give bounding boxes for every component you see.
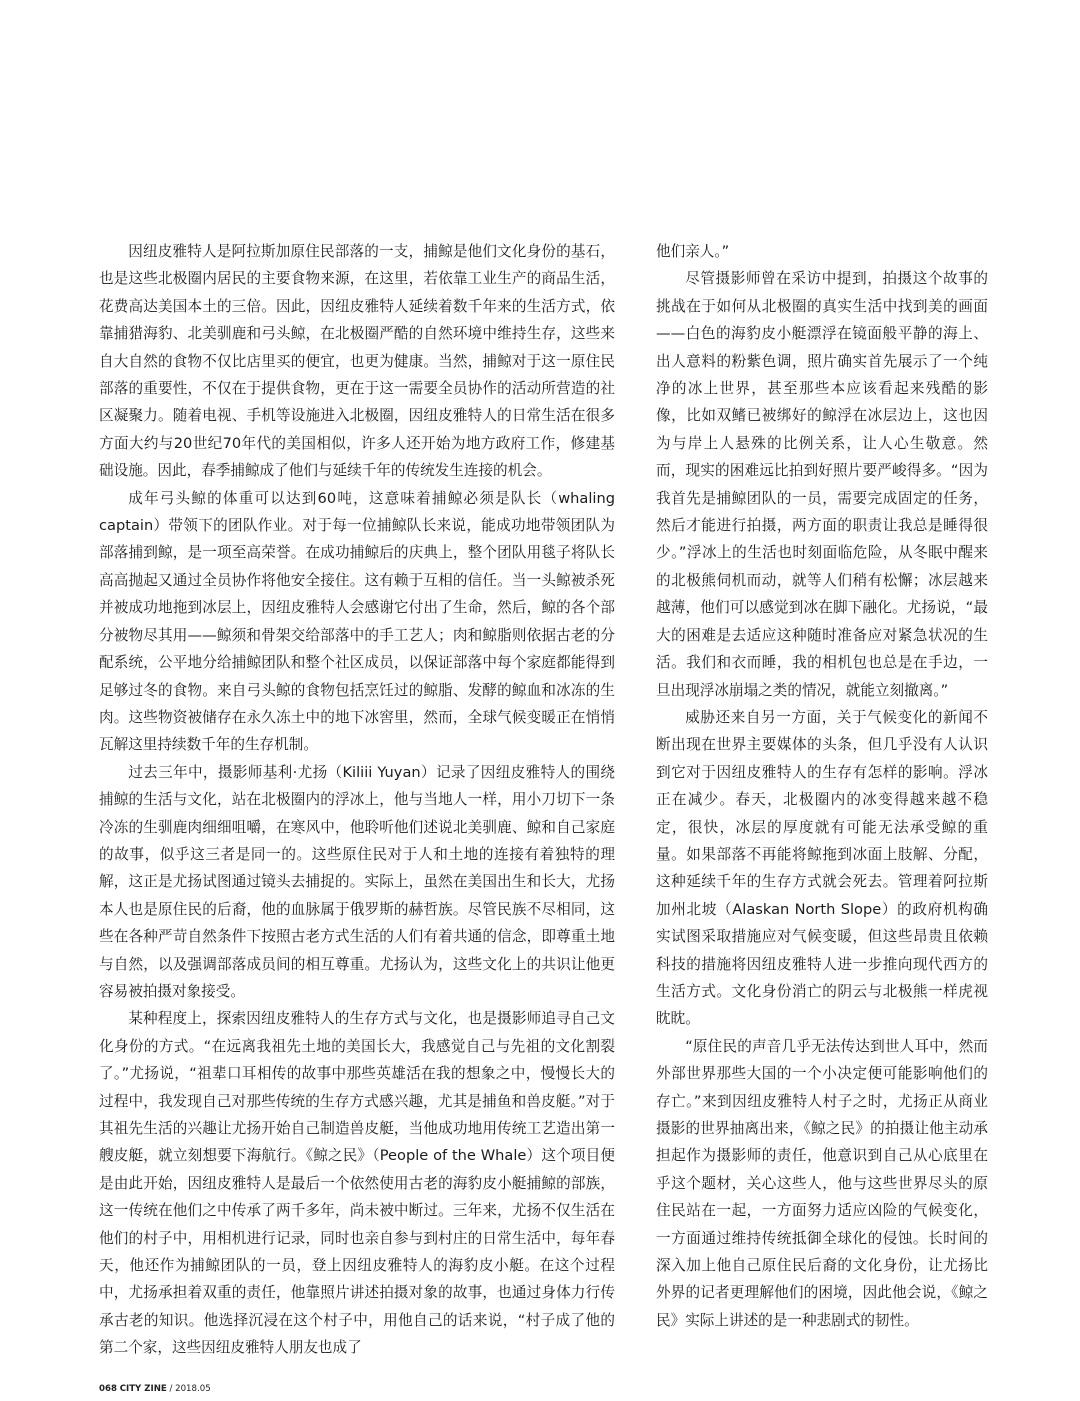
page-footer <box>99 1384 211 1394</box>
page-number: 068 <box>99 1384 117 1394</box>
paragraph: 尽管摄影师曾在采访中提到，拍摄这个故事的挑战在于如何从北极圈的真实生活中找到美的画面——白色的海豹皮小艇漂浮在镜面般平静的海上、出人意料的粉紫色调，照片确实首先展示了一个纯净的冰上世界，甚至那些本应该看起来残酷的影像，比如双鳍已被绑好的鲸浮在冰层边上，这也因为与岸上人悬殊的比例关系，让人心生敬意。然而，现实的困难远比拍到好照片要严峻得多。“因为我首先是捕鲸团队的一员，需要完成固定的任务，然后才能进行拍摄，两方面的职责让我总是睡得很少。”浮冰上的生活也时刻面临危险，从冬眠中醒来的北极熊伺机而动，就等人们稍有松懈；冰层越来越薄，他们可以感觉到冰在脚下融化。尤扬说，“最大的困难是去适应这种随时准备应对紧急状况的生活。我们和衣而睡，我的相机包也总是在手边，一旦出现浮冰崩塌之类的情况，就能立刻撤离。” <box>656 270 988 699</box>
paragraph: 某种程度上，探索因纽皮雅特人的生存方式与文化，也是摄影师追寻自己文化身份的方式。“在远离我祖先土地的美国长大，我感觉自己与先祖的文化割裂了。”尤扬说，“祖辈口耳相传的故事中那些英雄活在我的想象之中，慢慢长大的过程中，我发现自己对那些传统的生存方式感兴趣，尤其是捕鱼和兽皮艇。”对于其祖先生活的兴趣让尤扬开始自己制造兽皮艇，当他成功地用传统工艺造出第一艘皮艇，就立刻想要下海航行。《鲸之民》（People of the Whale）这个项目便是由此开始，因纽皮雅特人是最后一个依然使用古老的海豹皮小艇捕鲸的部族，这一传统在他们之中传承了两千多年，尚未被中断过。三年来，尤扬不仅生活在他们的村子中，用相机进行记录，同时也亲自参与到村庄的日常生活中，每年春天，他还作为捕鲸团队的一员，登上因纽皮雅特人的海豹皮小艇。在这个过程中，尤扬承担着双重的责任，他靠照片讲述拍摄对象的故事，也通过身体力行传承古老的知识。他选择沉浸在这个村子中，用他自己的话来说，“村子成了他的第二个家，这些因纽皮雅特人朋友也成了 <box>99 1010 615 1357</box>
paragraph: 成年弓头鲸的体重可以达到60吨，这意味着捕鲸必须是队长（whaling captain）带领下的团队作业。对于每一位捕鲸队长来说，能成功地带领团队为部落捕到鲸，是一项至高荣誉。在成功捕鲸后的庆典上，整个团队用毯子将队长高高抛起又通过全员协作将他安全接住。这有赖于互相的信任。当一头鲸被杀死并被成功地拖到冰层上，因纽皮雅特人会感谢它付出了生命，然后，鲸的各个部分被物尽其用——鲸须和骨架交给部落中的手工艺人；肉和鲸脂则依据古老的分配系统，公平地分给捕鲸团队和整个社区成员，以保证部落中每个家庭都能得到足够过冬的食物。来自弓头鲸的食物包括烹饪过的鲸脂、发酵的鲸血和冰冻的生肉。这些物资被储存在永久冻土中的地下冰窖里，然而，全球气候变暖正在悄悄瓦解这里持续数千年的生存机制。 <box>99 489 615 754</box>
paragraph: 过去三年中，摄影师基利·尤扬（Kiliii Yuyan）记录了因纽皮雅特人的围绕捕鲸的生活与文化，站在北极圈内的浮冰上，他与当地人一样，用小刀切下一条冷冻的生驯鹿肉细细咀嚼，在寒风中，他聆听他们述说北美驯鹿、鲸和自己家庭的故事，似乎这三者是同一的。这些原住民对于人和土地的连接有着独特的理解，这正是尤扬试图通过镜头去捕捉的。实际上，虽然在美国出生和长大，尤扬本人也是原住民的后裔，他的血脉属于俄罗斯的赫哲族。尽管民族不尽相同，这些在各种严苛自然条件下按照古老方式生活的人们有着共通的信念，即尊重土地与自然，以及强调部落成员间的相互尊重。尤扬认为，这些文化上的共识让他更容易被拍摄对象接受。 <box>99 763 615 1000</box>
issue-date: / 2018.05 <box>166 1384 211 1394</box>
paragraph-continuation: 他们亲人。” <box>656 243 730 260</box>
paragraph: 因纽皮雅特人是阿拉斯加原住民部落的一支，捕鲸是他们文化身份的基石，也是这些北极圈内居民的主要食物来源，在这里，若依靠工业生产的商品生活，花费高达美国本土的三倍。因此，因纽皮雅特人延续着数千年来的生活方式，依靠捕猎海豹、北美驯鹿和弓头鲸，在北极圈严酷的自然环境中维持生存，这些来自大自然的食物不仅比店里买的便宜，也更为健康。当然，捕鲸对于这一原住民部落的重要性，不仅在于提供食物，更在于这一需要全员协作的活动所营造的社区凝聚力。随着电视、手机等设施进入北极圈，因纽皮雅特人的日常生活在很多方面大约与20世纪70年代的美国相似，许多人还开始为地方政府工作，修建基础设施。因此，春季捕鲸成了他们与延续千年的传统发生连接的机会。 <box>99 243 615 480</box>
article-right-column <box>656 238 988 1334</box>
magazine-name: CITY ZINE <box>119 1384 167 1394</box>
article-left-column <box>99 238 615 1362</box>
paragraph: “原住民的声音几乎无法传达到世人耳中，然而外部世界那些大国的一个小决定便可能影响他们的存亡。”来到因纽皮雅特人村子之时，尤扬正从商业摄影的世界抽离出来，《鲸之民》的拍摄让他主动承担起作为摄影师的责任，他意识到自己从心底里在乎这个题材，关心这些人，他与这些世界尽头的原住民站在一起，一方面努力适应凶险的气候变化，一方面通过维持传统抵御全球化的侵蚀。长时间的深入加上他自己原住民后裔的文化身份，让尤扬比外界的记者更理解他们的困境，因此他会说，《鲸之民》实际上讲述的是一种悲剧式的韧性。 <box>656 1037 988 1329</box>
paragraph: 威胁还来自另一方面，关于气候变化的新闻不断出现在世界主要媒体的头条，但几乎没有人认识到它对于因纽皮雅特人的生存有怎样的影响。浮冰正在减少。春天，北极圈内的冰变得越来越不稳定，很快，冰层的厚度就有可能无法承受鲸的重量。如果部落不再能将鲸拖到冰面上肢解、分配，这种延续千年的生存方式就会死去。管理着阿拉斯加州北坡（Alaskan North Slope）的政府机构确实试图采取措施应对气候变暖，但这些昂贵且依赖科技的措施将因纽皮雅特人进一步推向现代西方的生活方式。文化身份消亡的阴云与北极熊一样虎视眈眈。 <box>656 708 988 1028</box>
